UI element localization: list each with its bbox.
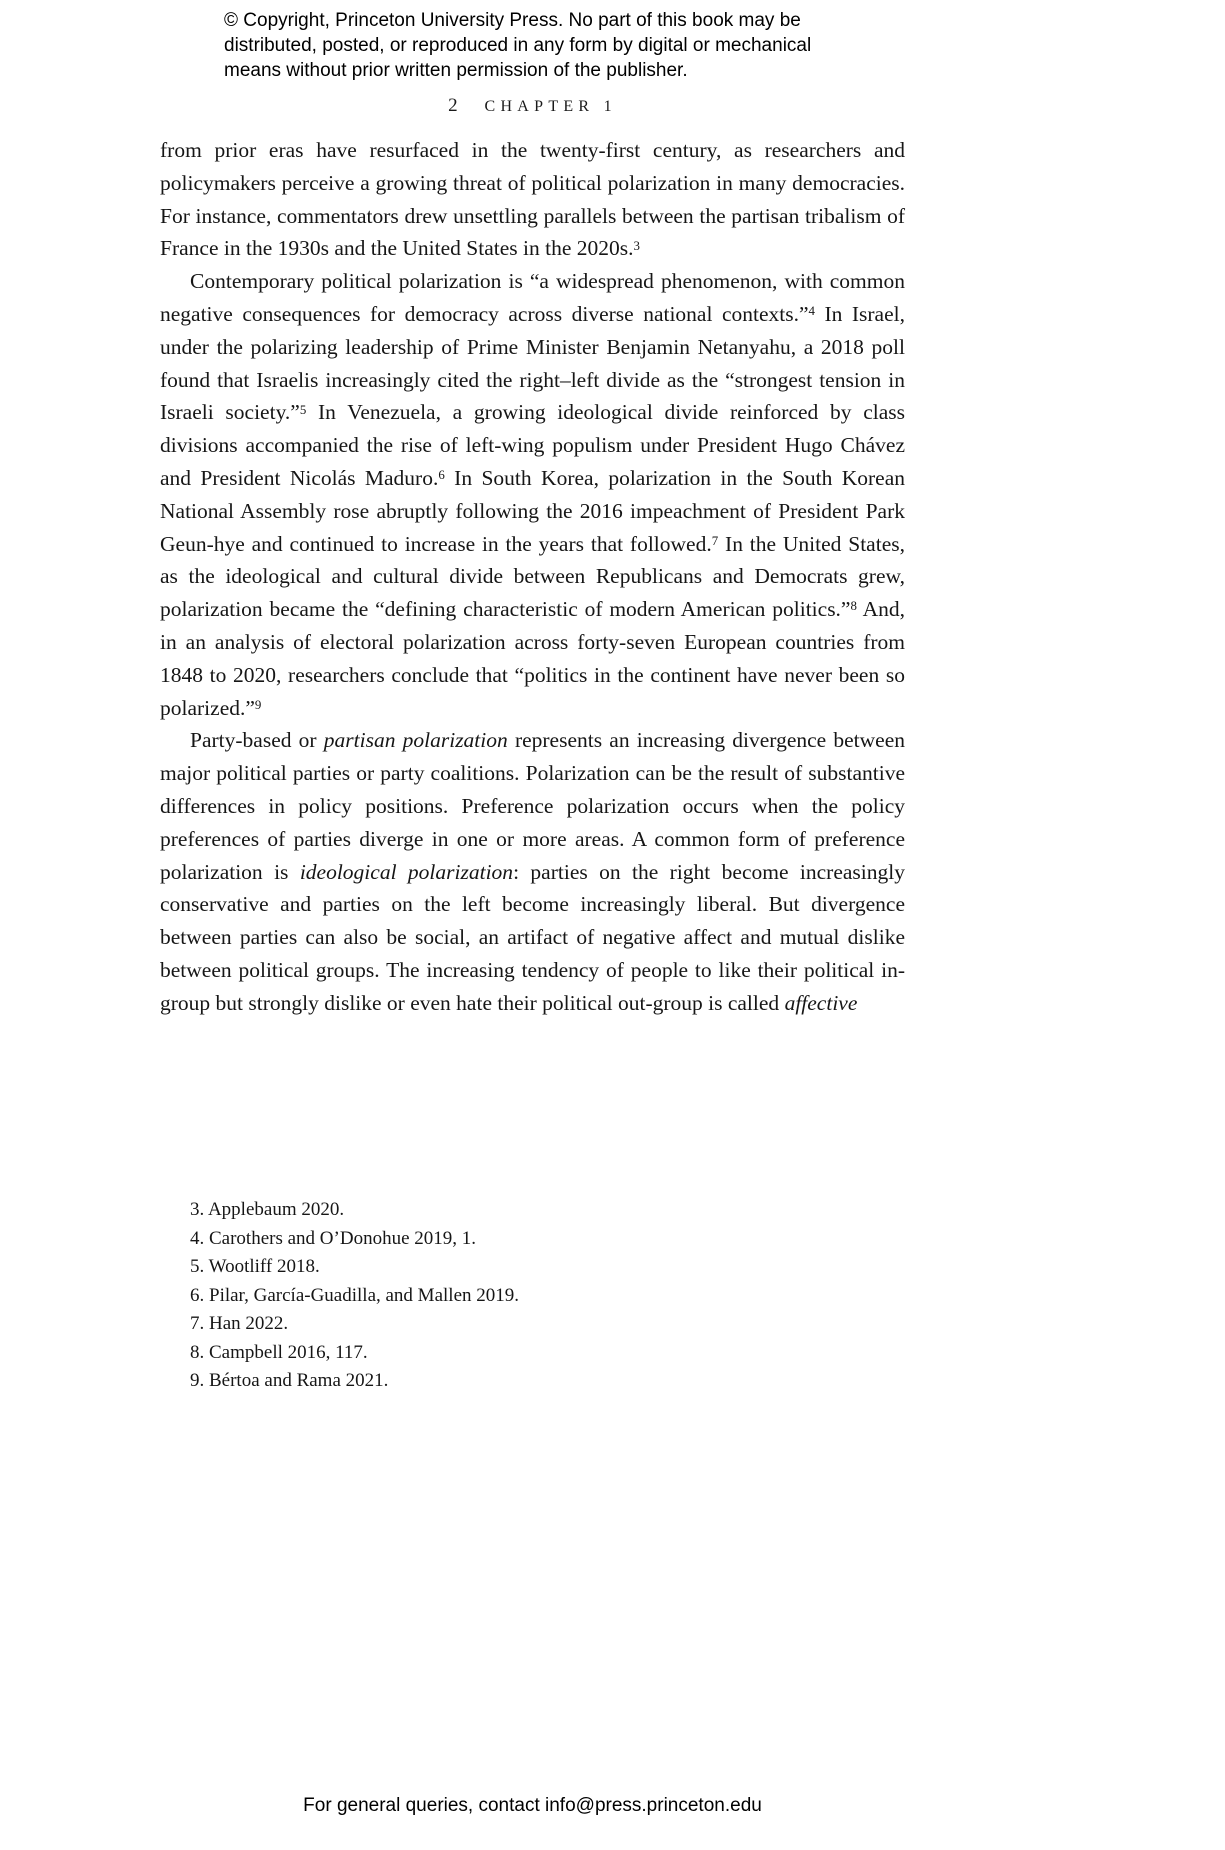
body-text [160,134,905,1020]
footnotes [160,1196,905,1396]
chapter-label: CHAPTER 1 [484,98,617,115]
footnote-6: 6. Pilar, García-Guadilla, and Mallen 2019. [190,1284,520,1306]
copyright-line-3: means without prior written permission of the publisher. [224,60,688,81]
copyright-line-1: © Copyright, Princeton University Press. No part of this book may be [224,10,801,31]
copyright-notice [224,8,811,83]
footnote-9: 9. Bértoa and Rama 2021. [190,1370,389,1391]
footnote-7: 7. Han 2022. [190,1313,289,1334]
running-head [160,95,905,117]
page-number: 2 [448,95,459,116]
footnote-8: 8. Campbell 2016, 117. [190,1341,368,1363]
body-paragraph-1: from prior eras have resurfaced in the twenty-first century, as researchers and policymakers perceive a growing threat of political polarization in many democracies. For instance, commentators drew unsettling parallels between the partisan tribalism of France in the 1930s and the United States in the 2020s.$^3$ [160,138,905,261]
body-paragraph-3: Party-based or partisan polarization represents an increasing divergence between major political parties or party coalitions. Polarization can be the result of substantive differences in policy positions. Preference polarization occurs when the policy preferences of parties diverge in one or more areas. A common form of preference polarization is ideological polarization: parties on the right become increasingly conservative and parties on the left become increasingly liberal. But divergence between parties can also be social, an artifact of negative affect and mutual dislike between political groups. The increasing tendency of people to like their political in-group but strongly dislike or even hate their political out-group is called affective [160,728,906,1015]
footnote-5: 5. Wootliff 2018. [190,1256,320,1277]
footnote-3: 3. Applebaum 2020. [190,1199,345,1220]
footnote-4: 4. Carothers and O’Donohue 2019, 1. [190,1227,477,1249]
copyright-line-2: distributed, posted, or reproduced in any form by digital or mechanical [224,35,812,56]
body-paragraph-2: Contemporary political polarization is “a widespread phenomenon, with common negative consequences for democracy across diverse national contexts.”$^4$ In Israel, under the polarizing leadership of Prime Minister Benjamin Netanyahu, a 2018 poll found that Israelis increasingly cited the right–left divide as the “strongest tension in Israeli society.”$^5$ In Venezuela, a growing ideological divide reinforced by class divisions accompanied the rise of left-wing populism under President Hugo Chávez and President Nicolás Maduro.$^6$ In South Korea, polarization in the South Korean National Assembly rose abruptly following the 2016 impeachment of President Park Geun-hye and continued to increase in the years that followed.$^7$ In the United States, as the ideological and cultural divide between Republicans and Democrats grew, polarization became the “defining characteristic of modern American politics.”$^8$ And, in an analysis of electoral polarization across forty-seven European countries from 1848 to 2020, researchers conclude that “politics in the continent have never been so polarized.”$^9$ [160,269,905,720]
page-footer-contact: For general queries, contact info@press.princeton.edu [303,1795,762,1816]
